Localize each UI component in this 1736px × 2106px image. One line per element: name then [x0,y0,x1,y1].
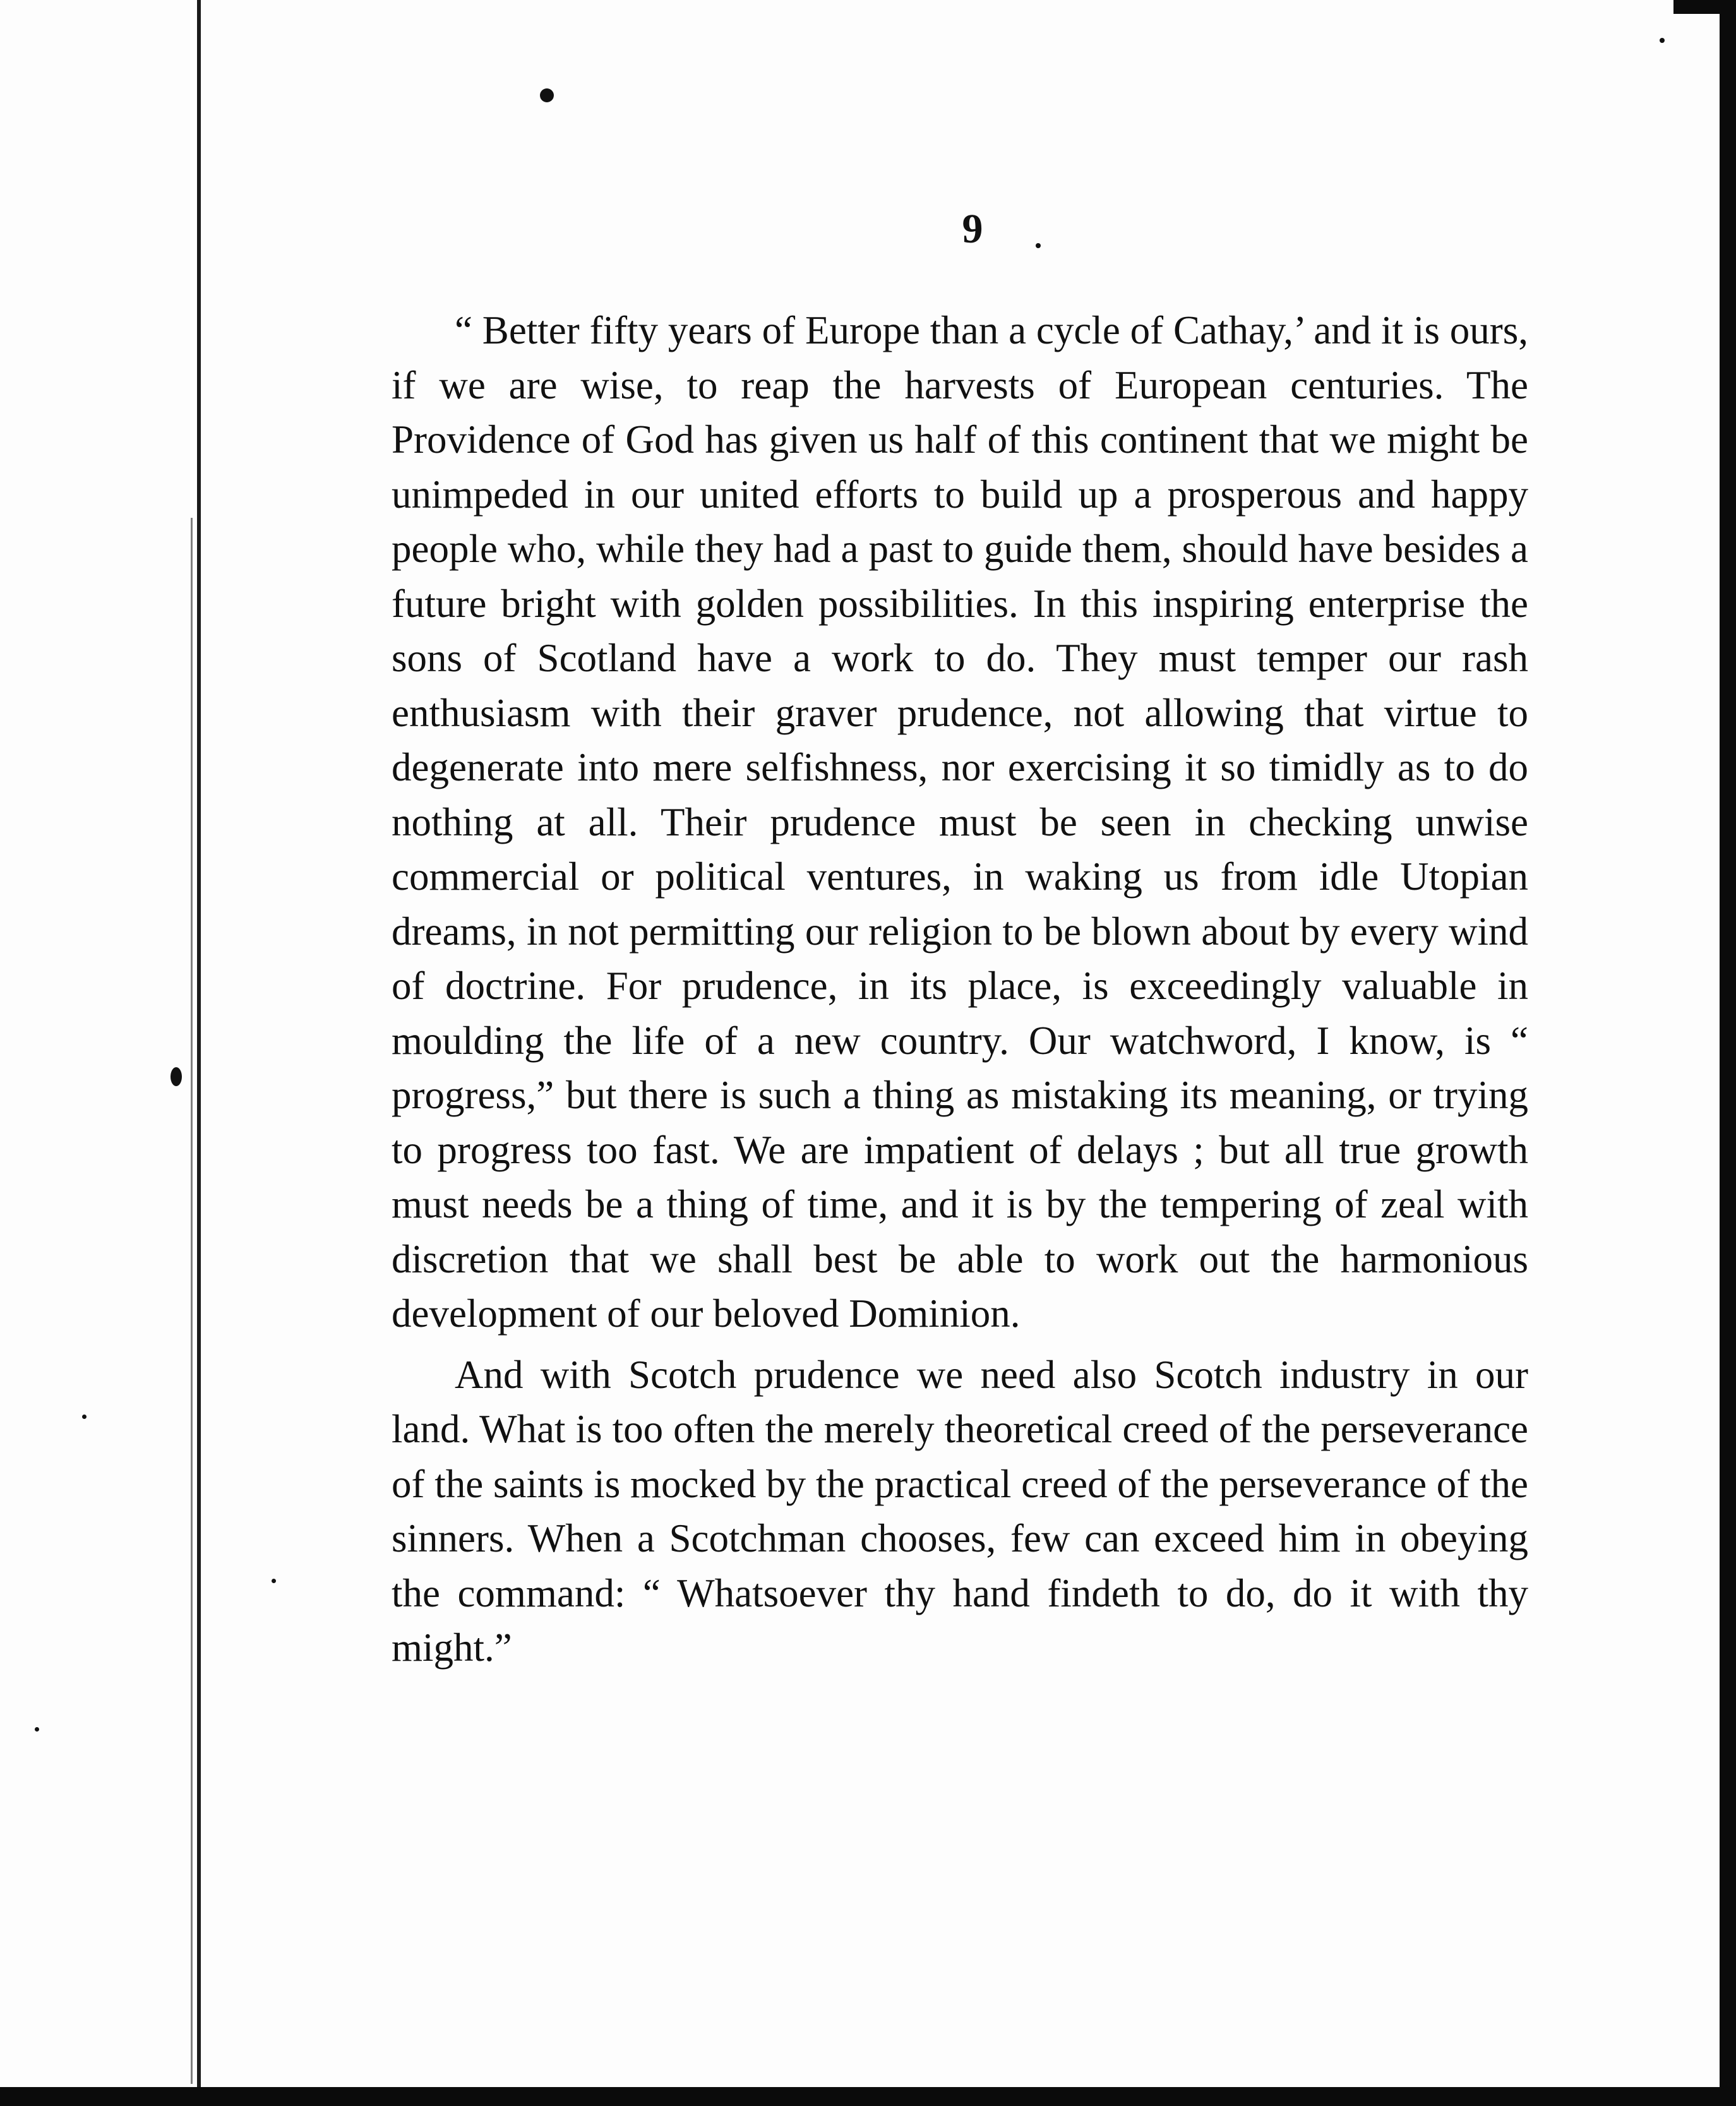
page-number: 9 [962,206,983,252]
scan-speck [171,1067,182,1086]
page-gutter-shadow [191,518,193,2084]
scan-speck [82,1415,87,1419]
scan-speck [540,88,554,102]
body-text [392,303,1528,1675]
scan-border-bottom [0,2087,1736,2106]
paragraph: And with Scotch prudence we need also Scotch industry in our land. What is too often the merely theoretical creed of the perseverance of the saints is mocked by the practical creed of the perseverance of the sinners. When a Scotchman chooses, few can exceed him in obeying the command: “ Whatsoever thy hand findeth to do, do it with thy might.” [392,1352,1528,1670]
scan-speck [35,1727,39,1732]
scan-speck [272,1579,276,1583]
scan-border-right [1720,0,1736,2106]
page-gutter-line [197,0,201,2087]
scan-speck [1660,38,1665,43]
scan-speck [1036,243,1041,248]
paragraph: “ Better fifty years of Europe than a cycle of Cathay,’ and it is ours, if we are wise, to reap the harvests of European centuries. The Providence of God has given us half of this continent that we might be unimpeded in our united efforts to build up a prosperous and happy people who, while they had a past to guide them, should have besides a future bright with golden possibilities. In this inspiring enterprise the sons of Scotland have a work to do. They must temper our rash enthusiasm with their graver prudence, not allowing that virtue to degenerate into mere selfishness, nor exercising it so timidly as to do nothing at all. Their prudence must be seen in checking unwise commercial or political ventures, in waking us from idle Utopian dreams, in not permitting our religion to be blown about by every wind of doctrine. For prudence, in its place, is exceedingly valuable in moulding the life of a new country. Our watchword, I know, is “ progress,” but there is such a thing as mistaking its meaning, or trying to progress too fast. We are impatient of delays ; but all true growth must needs be a thing of time, and it is by the tempering of zeal with discretion that we shall best be able to work out the harmonious development of our beloved Dominion. [392,308,1528,1336]
